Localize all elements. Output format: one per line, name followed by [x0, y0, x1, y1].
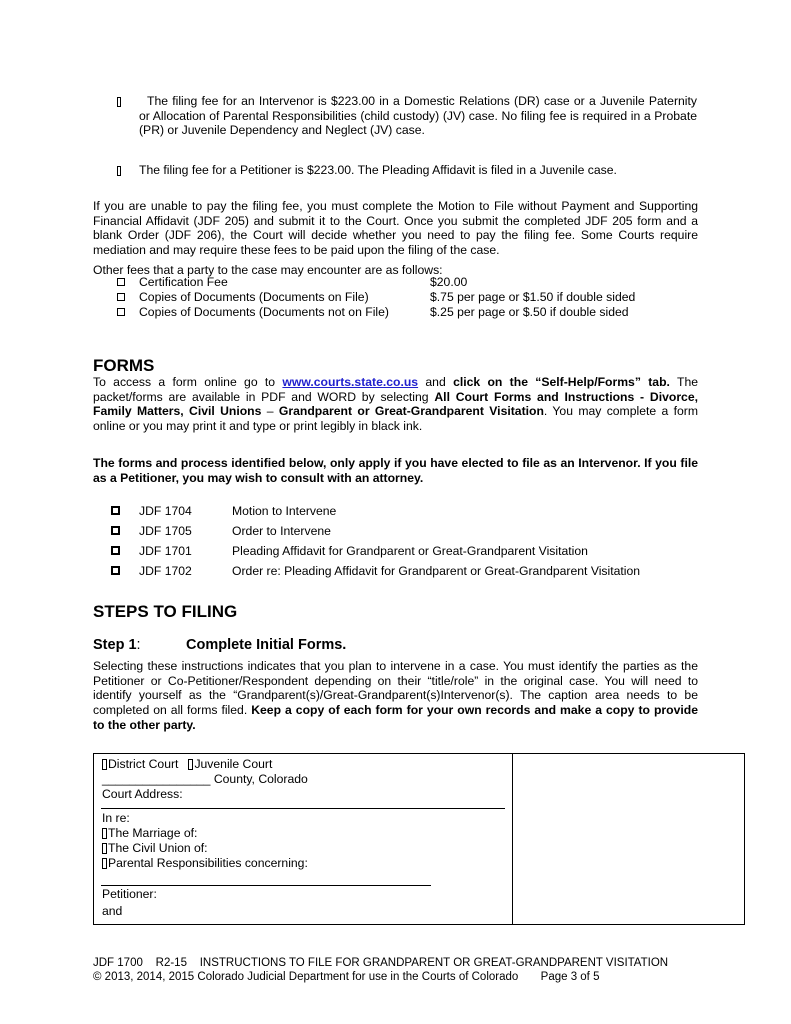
step1-text: Selecting these instructions indicates that you plan to intervene in a case. You must identify the parties as the Petitioner or Co-Petitioner/Respondent depending on their “title/role” in the original case. You will need to identify yourself as the “Grandparent(s)/Great-Grandparent(s)Intervenor(s). The caption area needs to be completed on all forms filed.	[93, 659, 698, 718]
form-code: JDF 1704	[139, 503, 192, 518]
courts-website-link[interactable]: www.courts.state.co.us	[282, 375, 419, 389]
fee-name: Certification Fee	[139, 275, 228, 289]
parental-responsibilities-option-label: Parental Responsibilities concerning:	[108, 856, 308, 870]
forms-text: . You may complete a form online or you may print it and type or print legibly in black ink.	[93, 404, 698, 434]
checkbox-glyph-icon[interactable]	[188, 759, 193, 770]
forms-text: and	[418, 375, 454, 389]
fee-price: $.75 per page or $1.50 if double sided	[430, 290, 636, 304]
form-code: JDF 1705	[139, 523, 192, 538]
checkbox-icon	[117, 278, 125, 286]
forms-bold-text: All Court Forms and Instructions - Divorce, Family Matters, Civil Unions	[93, 389, 699, 419]
civil-union-option	[102, 841, 208, 855]
bullet-glyph-icon	[117, 166, 121, 176]
checkbox-glyph-icon[interactable]	[102, 759, 107, 770]
and-label: and	[102, 904, 123, 918]
steps-heading: STEPS TO FILING	[93, 602, 238, 621]
checkbox-icon	[111, 506, 120, 515]
district-court-label: District Court	[108, 757, 179, 771]
fee-item	[117, 290, 636, 304]
forms-text: The packet/forms are available in PDF and WORD by selecting	[93, 375, 699, 404]
form-list-item	[111, 503, 337, 518]
parental-responsibilities-option	[102, 856, 308, 870]
form-title: Motion to Intervene	[232, 503, 337, 518]
fee-price: $20.00	[430, 275, 468, 289]
fee-item	[117, 305, 629, 319]
form-list-item	[111, 563, 641, 578]
intervenor-fee-text: The filing fee for an Intervenor is $223.00 in a Domestic Relations (DR) case or a Juvenile Paternity or Allocation of Parental Responsibilities (child custody) (JV) case. No filing fee is required in a Probate (PR) or Juvenile Dependency and Neglect (JV) case.	[139, 94, 697, 138]
checkbox-glyph-icon[interactable]	[102, 843, 107, 854]
caption-rule	[101, 885, 431, 886]
caption-divider	[512, 754, 513, 924]
checkbox-icon	[111, 526, 120, 535]
bullet-glyph-icon	[117, 97, 121, 107]
marriage-option-label: The Marriage of:	[108, 826, 198, 840]
forms-bold-text: Grandparent or Great-Grandparent Visitation	[278, 404, 544, 419]
intervenor-notice: The forms and process identified below, only apply if you have elected to file as an Intervenor. If you file as a Petitioner, you may wish to consult with an attorney.	[93, 456, 698, 485]
step1-paragraph	[93, 659, 698, 733]
form-list-item	[111, 543, 588, 558]
forms-heading: FORMS	[93, 356, 155, 375]
marriage-option	[102, 826, 197, 840]
step1-bold-text: Keep a copy of each form for your own records and make a copy to provide to the other party.	[93, 703, 698, 732]
county-line: ________________ County, Colorado	[102, 772, 308, 786]
other-fees-intro: Other fees that a party to the case may encounter are as follows:	[93, 263, 443, 277]
step1-colon: :	[136, 637, 141, 653]
step1-label: Step 1	[93, 637, 137, 653]
court-address-label: Court Address:	[102, 787, 183, 801]
form-code: JDF 1702	[139, 563, 192, 578]
civil-union-option-label: The Civil Union of:	[108, 841, 208, 855]
form-title: Order re: Pleading Affidavit for Grandparent or Great-Grandparent Visitation	[232, 563, 641, 578]
court-selection-line	[102, 757, 272, 771]
petitioner-label: Petitioner:	[102, 887, 157, 901]
forms-text: –	[261, 404, 279, 419]
footer-copyright: © 2013, 2014, 2015 Colorado Judicial Department for use in the Courts of Colorado Page 3 of 5	[93, 971, 600, 983]
fee-name: Copies of Documents (Documents on File)	[139, 290, 369, 304]
checkbox-icon	[117, 293, 125, 301]
fee-item	[117, 275, 468, 289]
fee-name: Copies of Documents (Documents not on File)	[139, 305, 389, 319]
caption-rule	[101, 808, 505, 809]
caption-box	[93, 753, 745, 925]
step1-heading	[93, 637, 141, 653]
form-code: JDF 1701	[139, 543, 192, 558]
checkbox-icon	[111, 546, 120, 555]
step1-title: Complete Initial Forms.	[186, 637, 347, 653]
forms-bold-text: click on the “Self-Help/Forms” tab.	[453, 375, 670, 389]
form-title: Order to Intervene	[232, 523, 331, 538]
checkbox-glyph-icon[interactable]	[102, 858, 107, 869]
checkbox-glyph-icon[interactable]	[102, 828, 107, 839]
juvenile-court-label: Juvenile Court	[194, 757, 273, 771]
footer-form-id: JDF 1700 R2-15 INSTRUCTIONS TO FILE FOR GRANDPARENT OR GREAT-GRANDPARENT VISITATION	[93, 957, 669, 969]
form-title: Pleading Affidavit for Grandparent or Great-Grandparent Visitation	[232, 543, 588, 558]
forms-text: To access a form online go to	[93, 375, 283, 389]
in-re-label: In re:	[102, 811, 130, 825]
forms-paragraph	[93, 375, 698, 434]
checkbox-icon	[117, 308, 125, 316]
checkbox-icon	[111, 566, 120, 575]
form-list-item	[111, 523, 331, 538]
unable-to-pay-paragraph: If you are unable to pay the filing fee, you must complete the Motion to File without Payment and Supporting Financial Affidavit (JDF 205) and submit it to the Court. Once you submit the completed JDF 205 form and a blank Order (JDF 206), the Court will decide whether you need to pay the filing fee. Some Courts require mediation and may require these fees to be paid upon the filing of the case.	[93, 199, 698, 258]
fee-price: $.25 per page or $.50 if double sided	[430, 305, 629, 319]
petitioner-fee-text: The filing fee for a Petitioner is $223.00. The Pleading Affidavit is filed in a Juvenile case.	[139, 163, 617, 177]
